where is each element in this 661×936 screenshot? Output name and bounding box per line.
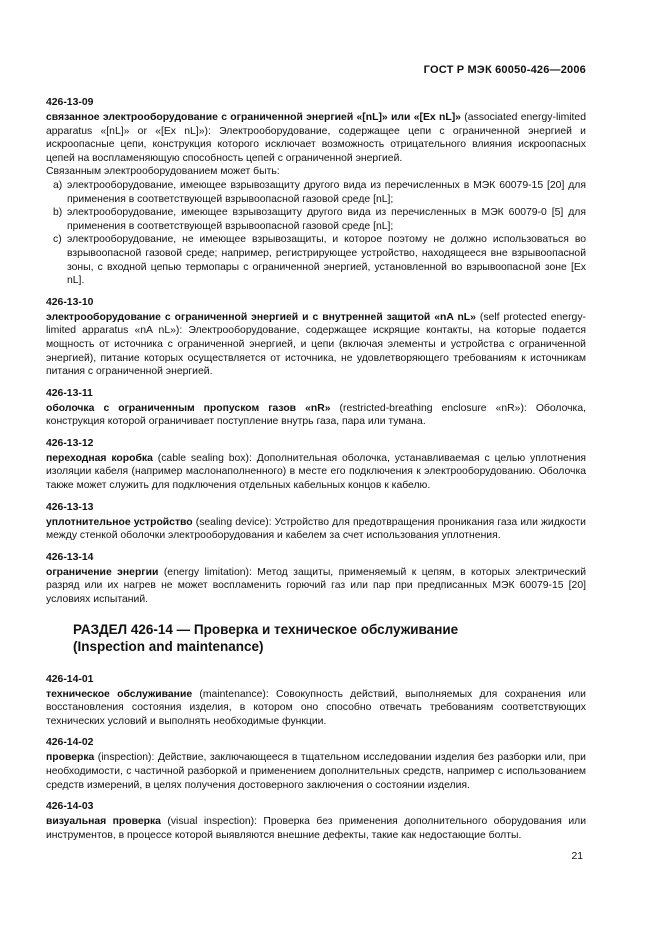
list-marker: b): [53, 207, 63, 219]
term-entry: [46, 501, 586, 543]
term-entry: [46, 96, 586, 288]
term-entry: [46, 673, 586, 729]
entry-term: визуальная проверка: [46, 816, 161, 828]
entry-term: уплотнительное устройство: [46, 516, 193, 528]
entry-code: 426-13-09: [46, 97, 94, 108]
entry-text: (sealing device): Устройство для предотвращения проникания газа или жидкости между стенкой оболочки электрооборудования и кабелем за счет использования уплотнения.: [46, 516, 586, 542]
term-entry: [46, 551, 586, 607]
entry-code: 426-13-14: [46, 551, 94, 563]
entry-definition: [46, 516, 586, 543]
entry-text: (associated energy-limited apparatus «[nL]» or «[Ex nL]»): Электрооборудование, содержащее цепи с ограниченной энергией и искроопасные цепи, конструкция которого исключает возможность отрицательного влияния искроопасных цепей на воспламеняющую способность цепей с ограниченной энергией.: [46, 112, 586, 164]
entry-code: 426-14-03: [46, 801, 94, 813]
entry-term: ограничение энергии: [46, 566, 159, 578]
entry-list: [46, 179, 586, 288]
entry-definition: [46, 311, 586, 379]
entry-text: (inspection): Действие, заключающееся в тщательном исследовании изделия без разборки или, при необходимости, с частичной разборкой и применением дополнительных средств, например с использованием средств измерений, в целях получения достоверного заключения о состоянии изделия.: [46, 752, 586, 791]
list-item: [46, 206, 586, 233]
entry-definition: [46, 402, 586, 429]
entry-code: 426-13-11: [46, 387, 93, 399]
entry-definition: [46, 111, 586, 165]
entry-code: 426-14-01: [46, 673, 94, 685]
entry-text: (maintenance): Совокупность действий, выполняемых для сохранения или восстановления состояния изделия, в котором оно способно отвечать требованиям соответствующих технических условий и выполнять необходимые функции.: [46, 688, 586, 727]
entry-text: (cable sealing box): Дополнительная оболочка, устанавливаемая с целью уплотнения изоляции кабеля (например маслонаполненного) в месте его подключения к электрооборудованию. Оболочка также может служить для подключения отдельных кабельных концов к кабелю.: [46, 452, 587, 492]
list-item: [46, 179, 586, 206]
entry-extra: Связанным электрооборудованием может быть:: [46, 166, 280, 178]
entry-definition: [46, 815, 586, 842]
section-title: [73, 621, 586, 655]
entry-term: связанное электрооборудование с ограниченной энергией «[nL]» или «[Ex nL]»: [46, 112, 461, 123]
entry-text: (self protected energy-limited apparatus «nA nL»): Электрооборудование, содержащее искрящие контакты, на которые подается мощность от источника с ограниченной энергией, и цепи (включая элементы и устройства с ограниченной энергией), питание которых осуществляется от источника, не удовлетворяющего требованиям к источникам питания с ограниченной энергией.: [46, 311, 586, 378]
entry-term: техническое обслуживание: [46, 688, 193, 700]
entry-term: переходная коробка: [46, 452, 153, 464]
list-item: [46, 233, 586, 287]
document-header: ГОСТ Р МЭК 60050-426—2006: [423, 64, 586, 76]
entry-term: оболочка с ограниченным пропуском газов «nR»: [46, 402, 331, 414]
entry-definition: [46, 452, 586, 493]
entry-code: 426-13-10: [46, 296, 94, 308]
term-entry: [46, 736, 586, 792]
entry-code: 426-13-12: [46, 437, 94, 449]
document-body: [46, 96, 586, 850]
entry-text: (energy limitation): Метод защиты, применяемый к цепям, в которых электрический разряд или их нагрев не может воспламенить горючий газ или пар при предписанных МЭК 60079-15 [20] условиях испытаний.: [46, 566, 586, 606]
term-entry: [46, 437, 586, 493]
page-number: 21: [571, 851, 583, 862]
section-title-line: РАЗДЕЛ 426-14 — Проверка и техническое обслуживание: [73, 621, 459, 637]
term-entry: [46, 296, 586, 379]
list-item-text: электрооборудование, имеющее взрывозащиту другого вида из перечисленных в МЭК 60079-15 [20] для применения в соответствующей взрывоопасной газовой среде [nL];: [67, 179, 586, 205]
entry-text: (visual inspection): Проверка без применения дополнительного оборудования или инструментов, в процессе которой выявляются внешние дефекты, такие как недостающие болты.: [46, 816, 586, 841]
list-marker: c): [53, 234, 62, 246]
entry-code: 426-13-13: [46, 501, 94, 513]
entry-text: (restricted-breathing enclosure «nR»): Оболочка, конструкция которой ограничивает поступление внутрь газа, пара или тумана.: [46, 402, 586, 428]
list-item-text: электрооборудование, имеющее взрывозащиту другого вида из перечисленных в МЭК 60079-0 [5] для применения в соответствующей взрывоопасной газовой среде [nL];: [67, 207, 586, 232]
entry-definition: [46, 688, 586, 729]
term-entry: [46, 800, 586, 842]
entry-term: электрооборудование с ограниченной энергией и с внутренней защитой «nA nL»: [46, 311, 476, 323]
list-marker: a): [53, 179, 63, 191]
section-title-line: (Inspection and maintenance): [73, 638, 264, 654]
list-item-text: электрооборудование, не имеющее взрывозащиты, и которое поэтому не должно использоваться во взрывоопасной газовой среде; например, регистрирующее устройство, находящееся вне взрывоопасной зоны, с входной цепью термопары с ограниченной энергией, установленной во взрывоопасной зоне [Ex nL].: [67, 234, 586, 287]
entry-definition: [46, 751, 586, 792]
entry-definition: [46, 566, 586, 607]
entry-term: проверка: [46, 752, 95, 764]
entry-code: 426-14-02: [46, 737, 94, 749]
term-entry: [46, 387, 586, 429]
